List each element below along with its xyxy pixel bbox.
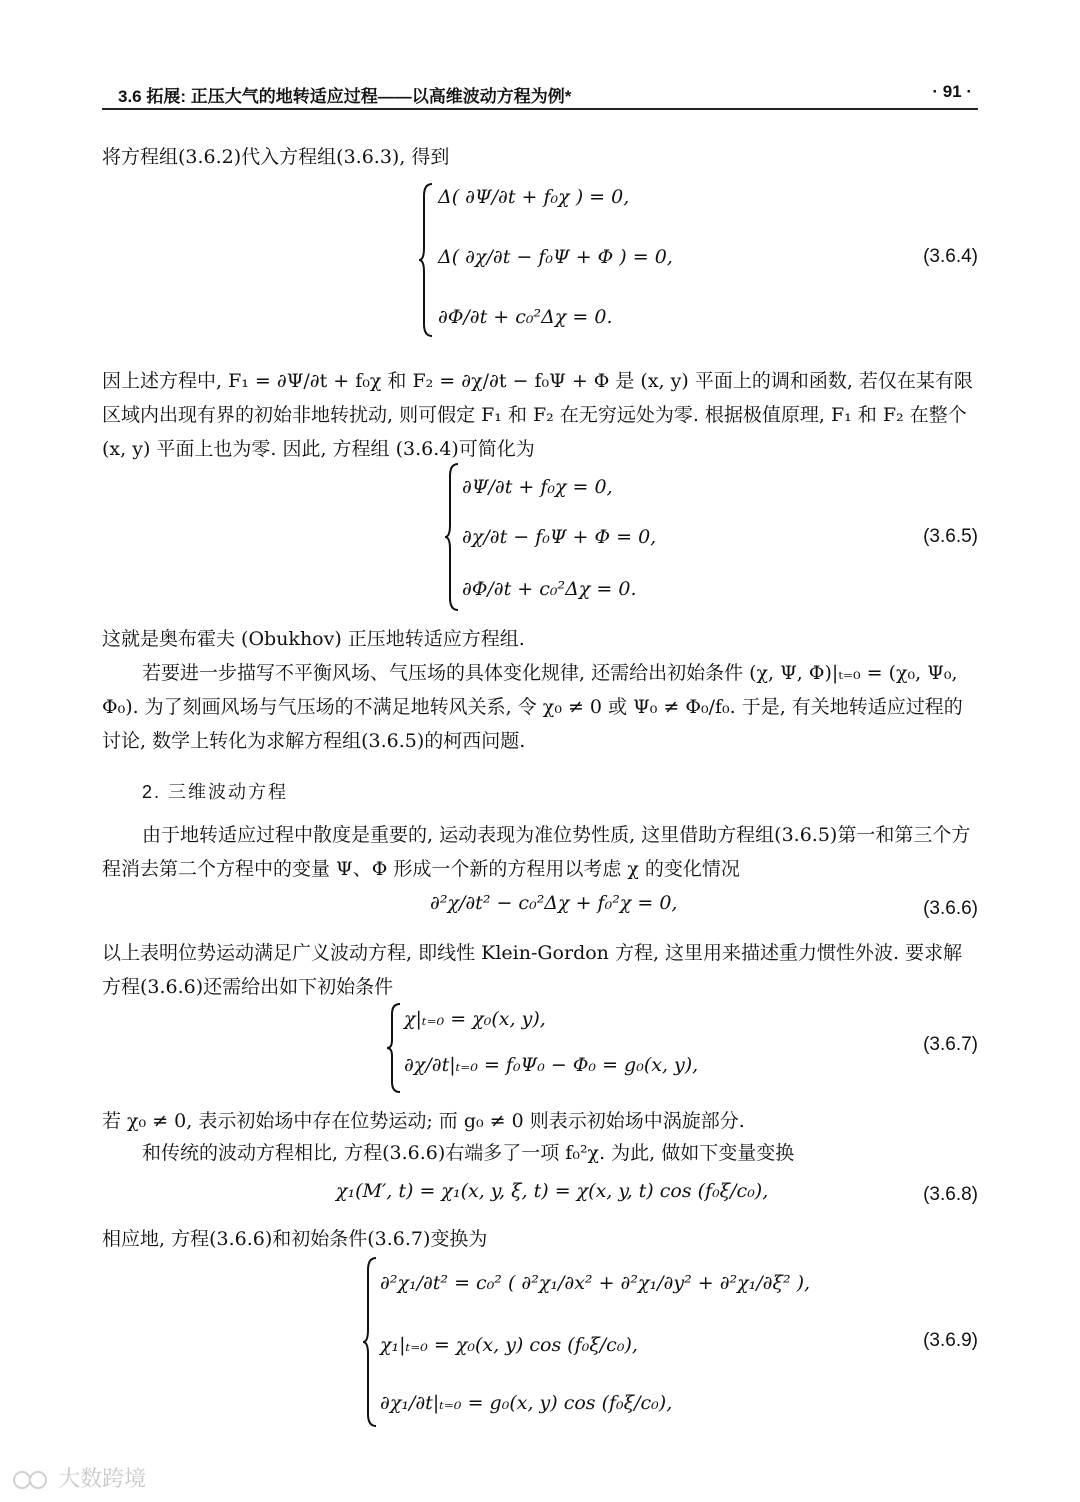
eq-3-6-4-line-1: Δ( ∂Ψ/∂t + f₀χ ) = 0, xyxy=(438,186,630,208)
paragraph-9: 相应地, 方程(3.6.6)和初始条件(3.6.7)变换为 xyxy=(102,1228,488,1250)
equation-number-3-6-6: (3.6.6) xyxy=(923,898,978,919)
left-brace-3-6-4 xyxy=(418,182,434,338)
eq-3-6-9-line-3: ∂χ₁/∂t|ₜ₌₀ = g₀(x, y) cos (f₀ξ/c₀), xyxy=(380,1392,673,1414)
equation-3-6-7 xyxy=(404,1002,824,1094)
paragraph-3: 这就是奥布霍夫 (Obukhov) 正压地转适应方程组. xyxy=(102,628,525,650)
left-brace-3-6-9 xyxy=(362,1256,378,1428)
eq-3-6-4-line-2: Δ( ∂χ/∂t − f₀Ψ + Φ ) = 0, xyxy=(438,246,673,268)
eq-3-6-5-line-1: ∂Ψ/∂t + f₀χ = 0, xyxy=(462,476,613,498)
equation-3-6-4 xyxy=(438,182,878,342)
paragraph-6: 以上表明位势运动满足广义波动方程, 即线性 Klein-Gordon 方程, 这里用来描述重力惯性外波. 要求解方程(3.6.6)还需给出如下初始条件 xyxy=(102,942,963,998)
paragraph-8: 和传统的波动方程相比, 方程(3.6.6)右端多了一项 f₀²χ. 为此, 做如下变量变换 xyxy=(142,1142,795,1164)
running-header xyxy=(118,78,978,106)
equation-number-3-6-9: (3.6.9) xyxy=(923,1330,978,1351)
eq-3-6-7-line-2: ∂χ/∂t|ₜ₌₀ = f₀Ψ₀ − Φ₀ = g₀(x, y), xyxy=(404,1054,699,1076)
eq-3-6-5-line-3: ∂Φ/∂t + c₀²Δχ = 0. xyxy=(462,578,637,600)
eq-3-6-4-line-3: ∂Φ/∂t + c₀²Δχ = 0. xyxy=(438,306,613,328)
equation-3-6-5 xyxy=(462,462,862,612)
header-section-title: 3.6 拓展: 正压大气的地转适应过程——以高维波动方程为例* xyxy=(118,87,572,106)
section-heading-2: 2. 三维波动方程 xyxy=(142,782,289,802)
left-brace-3-6-5 xyxy=(444,462,460,612)
paragraph-1: 将方程组(3.6.2)代入方程组(3.6.3), 得到 xyxy=(102,146,450,168)
paragraph-2: 因上述方程中, F₁ = ∂Ψ/∂t + f₀χ 和 F₂ = ∂χ/∂t − f₀Ψ + Φ 是 (x, y) 平面上的调和函数, 若仅在某有限区域内出现有界的初始非地转扰动, 则可假定 F₁ 和 F₂ 在无穷远处为零. 根据极值原理, F₁ 和 F₂ 在整个 (x, y) 平面上也为零. 因此, 方程组 (3.6.4)可简化为 xyxy=(102,370,973,460)
equation-3-6-8 xyxy=(336,1180,768,1202)
watermark-text: 大数跨境 xyxy=(58,1466,147,1491)
eq-3-6-9-line-1: ∂²χ₁/∂t² = c₀² ( ∂²χ₁/∂x² + ∂²χ₁/∂y² + ∂²χ₁/∂ξ² ), xyxy=(380,1272,811,1294)
paragraph-7: 若 χ₀ ≠ 0, 表示初始场中存在位势运动; 而 g₀ ≠ 0 则表示初始场中涡旋部分. xyxy=(102,1110,745,1132)
eq-3-6-7-line-1: χ|ₜ₌₀ = χ₀(x, y), xyxy=(404,1008,546,1030)
eq-3-6-6-line-1: ∂²χ/∂t² − c₀²Δχ + f₀²χ = 0, xyxy=(430,892,678,914)
equation-number-3-6-5: (3.6.5) xyxy=(923,526,978,547)
eq-3-6-8-line-1: χ₁(M′, t) = χ₁(x, y, ξ, t) = χ(x, y, t) cos (f₀ξ/c₀), xyxy=(336,1180,769,1202)
equation-3-6-6 xyxy=(430,892,677,914)
paragraph-4: 若要进一步描写不平衡风场、气压场的具体变化规律, 还需给出初始条件 (χ, Ψ, Φ)|ₜ₌₀ = (χ₀, Ψ₀, Φ₀). 为了刻画风场与气压场的不满足地转风关系, 令 χ₀ ≠ 0 或 Ψ₀ ≠ Φ₀/f₀. 于是, 有关地转适应过程的讨论, 数学上转化为求解方程组(3.6.5)的柯西问题. xyxy=(102,662,963,752)
equation-number-3-6-7: (3.6.7) xyxy=(923,1034,978,1055)
equation-number-3-6-4: (3.6.4) xyxy=(923,246,978,267)
watermark-logo-icon xyxy=(12,1468,52,1492)
page-number: · 91 · xyxy=(932,82,972,101)
header-rule xyxy=(102,108,978,110)
eq-3-6-9-line-2: χ₁|ₜ₌₀ = χ₀(x, y) cos (f₀ξ/c₀), xyxy=(380,1334,638,1356)
paragraph-5: 由于地转适应过程中散度是重要的, 运动表现为准位势性质, 这里借助方程组(3.6.5)第一和第三个方程消去第二个方程中的变量 Ψ、Φ 形成一个新的方程用以考虑 χ 的变化情况 xyxy=(102,824,971,880)
left-brace-3-6-7 xyxy=(386,1002,402,1094)
equation-3-6-9 xyxy=(380,1256,900,1432)
watermark xyxy=(12,1462,146,1493)
equation-number-3-6-8: (3.6.8) xyxy=(923,1184,978,1205)
eq-3-6-5-line-2: ∂χ/∂t − f₀Ψ + Φ = 0, xyxy=(462,526,657,548)
